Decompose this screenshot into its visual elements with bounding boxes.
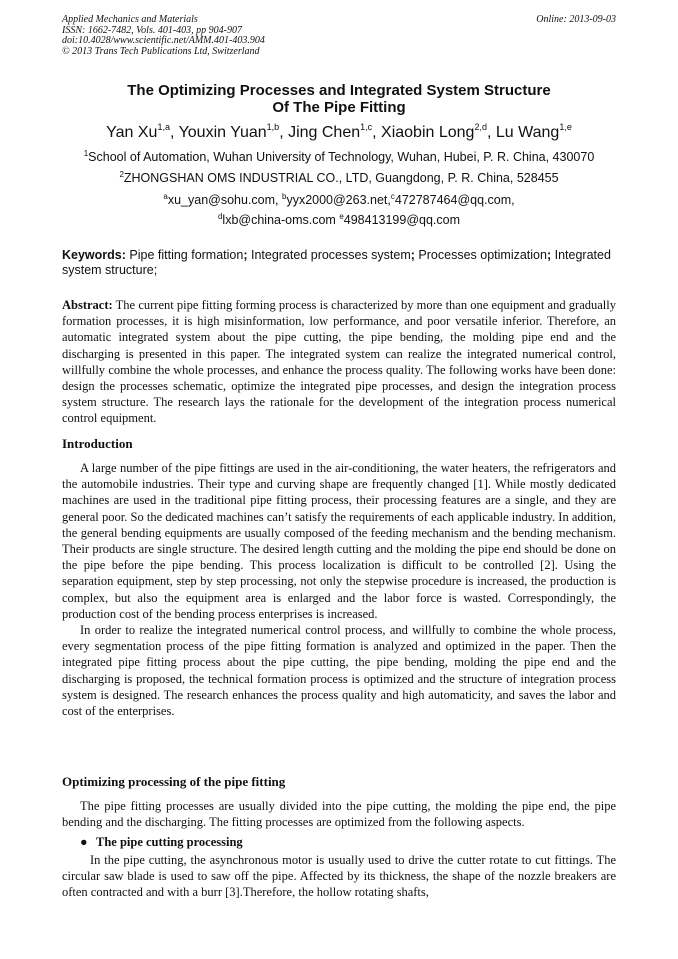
email-sup: d <box>217 212 223 221</box>
author-sup: 1,c <box>360 122 373 132</box>
affiliation-text: School of Automation, Wuhan University of Technology, Wuhan, Hubei, P. R. China, 430070 <box>88 150 595 164</box>
affiliation-sup: 1 <box>83 149 89 158</box>
paragraph: In the pipe cutting, the asynchronous motor is usually used to drive the cutter rotate to cut fittings. The circular saw blade is used to saw off the pipe. Affected by its thickness, the shape of the nozzle breakers are often contracted and with a burr [3].Therefore, the hollow rotating shafts, <box>62 853 616 900</box>
author-name: Jing Chen <box>288 124 361 141</box>
email-line-2 <box>62 212 616 228</box>
keyword-item: Pipe fitting formation <box>125 248 244 262</box>
author-list <box>62 123 616 143</box>
bullet-icon: ● <box>80 835 88 849</box>
author-name: Lu Wang <box>495 124 560 141</box>
author-sep: , <box>372 124 382 141</box>
keyword-sep: ; <box>243 248 248 262</box>
email-sup: b <box>281 192 287 201</box>
author-name: Xiaobin Long <box>381 124 475 141</box>
abstract-text: The current pipe fitting forming process is characterized by more than one equipment and gradually formation processes, it is high misinformation, low performance, and poor versatile inferior. Therefore, an automatic integrated system about the pipe cutting, the pipe bending, the molding pipe end and the discharging is presented in this paper. The integrated system can realize the integrated numerical control, willfully combine the whole processes, and enhance the process quality. The following works have been done: design the processes schematic, optimize the integrated pipe processes, and design the integration process system structure. The research lays the rationale for the development of the integration process numerical control equipment. <box>62 298 616 426</box>
author-sup: 1,a <box>157 122 170 132</box>
doi-line: doi:10.4028/www.scientific.net/AMM.401-403.904 <box>62 35 265 46</box>
author-sup: 1,e <box>559 122 572 132</box>
keyword-sep: ; <box>410 248 415 262</box>
paragraph: A large number of the pipe fittings are used in the air-conditioning, the water heaters, the refrigerators and the automobile industries. Their type and curving shape are frequently changed [1]. While mostly dedicated machines are used in the traditional pipe fitting process, their processing features are a single, and they are general poor. So the dedicated machines can’t satisfy the requirements of each applicable industry. In addition, the general bending equipments are usually composed of the feeding mechanism and the bending mechanism. Their products are single structure. The desired length cutting and the molding the pipe end should be done on the pipe before the pipe bending. This process localization is difficult to be controlled [2]. Using the separation equipment, step by step processing, not only the stepwise procedure is increased, the production is complex, but also the equipment area is enlarged and the labor force is wasted. Correspondingly, the production cost of the bending process enterprises is increased. <box>62 461 616 621</box>
keyword-item: Integrated processes system <box>247 248 411 262</box>
affiliation-sup: 2 <box>119 170 124 179</box>
author-sup: 2,d <box>474 122 487 132</box>
author-sep: , <box>279 124 289 141</box>
email-link[interactable]: 498413199@qq.com <box>343 213 461 227</box>
online-date: Online: 2013-09-03 <box>536 14 616 25</box>
optimizing-body <box>62 798 616 830</box>
author-sep: , <box>486 124 496 141</box>
subsection-heading <box>80 834 616 850</box>
email-sup: e <box>339 212 344 221</box>
issn-line: ISSN: 1662-7482, Vols. 401-403, pp 904-907 <box>62 24 242 36</box>
keywords-label: Keywords: <box>62 248 126 262</box>
copyright-line: © 2013 Trans Tech Publications Ltd, Switzerland <box>62 45 260 57</box>
email-link[interactable]: 472787464@qq.com, <box>394 193 515 207</box>
keyword-sep: ; <box>153 263 158 277</box>
section-heading-optimizing: Optimizing processing of the pipe fitting <box>62 774 286 789</box>
email-link[interactable]: lxb@china-oms.com <box>222 213 340 227</box>
keyword-item: Integrated system structure <box>62 248 611 277</box>
email-link[interactable]: yyx2000@263.net, <box>286 193 391 207</box>
subsection-title: The pipe cutting processing <box>96 835 243 849</box>
title-line-1: The Optimizing Processes and Integrated System Structure <box>127 82 551 99</box>
email-sup: a <box>163 192 168 201</box>
introduction-body <box>62 460 616 719</box>
affiliation-text: ZHONGSHAN OMS INDUSTRIAL CO., LTD, Guangdong, P. R. China, 528455 <box>123 171 559 185</box>
title-line-2: Of The Pipe Fitting <box>272 99 406 116</box>
keyword-item: Processes optimization <box>414 248 547 262</box>
author-name: Yan Xu <box>106 124 158 141</box>
author-name: Youxin Yuan <box>178 124 267 141</box>
keywords-block <box>62 248 616 278</box>
paper-title <box>62 82 616 116</box>
email-sup: c <box>390 192 395 201</box>
affiliation-2 <box>62 170 616 186</box>
keyword-sep: ; <box>546 248 552 262</box>
paragraph: In order to realize the integrated numerical control process, and willfully to combine the whole process, every segmentation process of the pipe fitting formation is analyzed and optimized in the paper. Then the integrated pipe fitting process about the pipe cutting, the pipe bending, molding the pipe end and the discharging is proposed, the technical formation process is optimized and the structure of integration process system is designed. The research enhances the process quality and high automaticity, and saves the labor and cost of the enterprises. <box>62 623 616 719</box>
paragraph: The pipe fitting processes are usually divided into the pipe cutting, the molding the pipe end, the pipe bending and the discharging. The fitting processes are optimized from the following aspects. <box>62 799 616 830</box>
cutting-body <box>62 852 616 901</box>
email-line-1 <box>62 192 616 208</box>
abstract-block <box>62 297 616 427</box>
abstract-label: Abstract: <box>62 298 113 312</box>
author-sep: , <box>169 124 179 141</box>
author-sup: 1,b <box>266 122 280 132</box>
affiliation-1 <box>62 149 616 165</box>
journal-header <box>62 15 616 57</box>
email-link[interactable]: xu_yan@sohu.com, <box>167 193 282 207</box>
journal-name: Applied Mechanics and Materials <box>62 14 198 25</box>
section-heading-introduction: Introduction <box>62 436 133 451</box>
